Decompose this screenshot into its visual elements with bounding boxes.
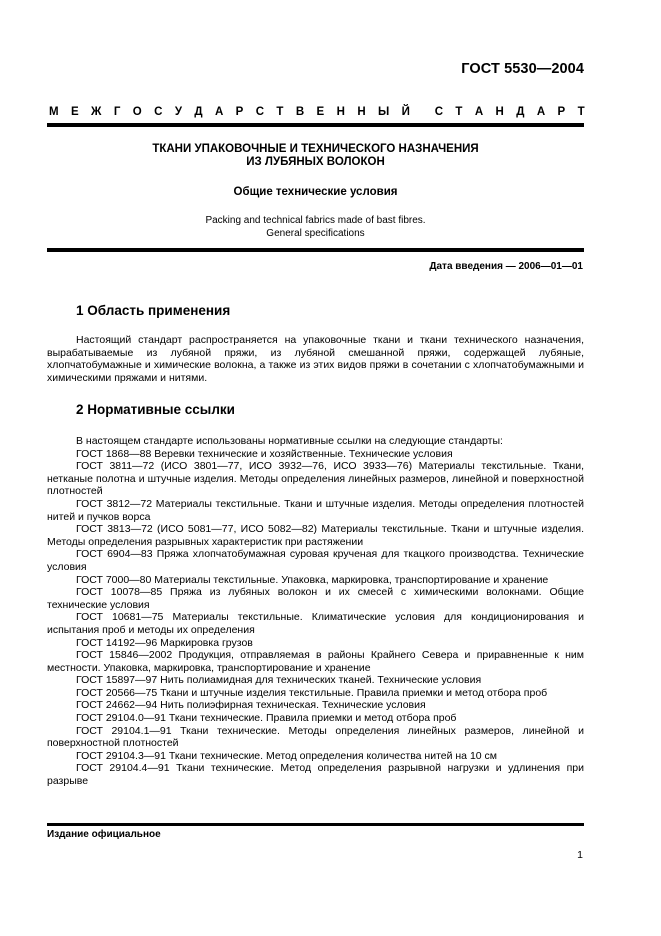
footer-divider — [47, 823, 584, 826]
reference-item: ГОСТ 6904—83 Пряжа хлопчатобумажная суровая крученая для ткацкого производства. Технические условия — [47, 548, 584, 573]
reference-item: ГОСТ 10078—85 Пряжа из лубяных волокон и их смесей с химическими волокнами. Общие технические условия — [47, 586, 584, 611]
normative-references-list — [47, 435, 584, 788]
reference-item: ГОСТ 29104.3—91 Ткани технические. Метод определения количества нитей на 10 см — [76, 749, 498, 762]
banner-letter: Р — [557, 106, 566, 118]
reference-item: ГОСТ 29104.1—91 Ткани технические. Методы определения линейных размеров, линейной и поверхностной плотностей — [47, 724, 584, 750]
header-divider — [47, 123, 584, 127]
banner-letter: А — [536, 106, 546, 118]
banner-letter: Д — [194, 106, 203, 118]
official-edition-note: Издание официальное — [47, 829, 161, 840]
banner-letter: А — [474, 106, 484, 118]
reference-item: ГОСТ 20566—75 Ткани и штучные изделия текстильные. Правила приемки и метод отбора проб — [76, 686, 548, 699]
scope-paragraph — [47, 334, 584, 384]
reference-item: ГОСТ 14192—96 Маркировка грузов — [76, 636, 253, 649]
english-title-line-2: General specifications — [266, 227, 365, 239]
banner-letter: Н — [495, 106, 504, 118]
document-code: ГОСТ 5530—2004 — [461, 61, 584, 77]
document-title-line-1: ТКАНИ УПАКОВОЧНЫЕ И ТЕХНИЧЕСКОГО НАЗНАЧЕНИЯ — [152, 143, 479, 155]
section-heading-normative-references: 2 Нормативные ссылки — [76, 402, 235, 417]
banner-letter: Т — [577, 106, 585, 118]
reference-item: ГОСТ 1868—88 Веревки технические и хозяйственные. Технические условия — [76, 447, 453, 460]
banner-letter: Й — [401, 106, 410, 118]
banner-letter: Р — [235, 106, 244, 118]
scope-text: Настоящий стандарт распространяется на упаковочные ткани и ткани технического назначения, вырабатываемые из лубяной пряжи, из лубяной смешанной пряжи, содержащей лубяные, хлопчатобумажные и химические волокна, а также из этих видов пряжи в сочетании с хлопчатобумажными и химическими пряжами и нитями. — [47, 334, 584, 384]
banner-letter: Г — [113, 106, 121, 118]
english-title-line-1: Packing and technical fabrics made of bast fibres. — [205, 215, 426, 226]
reference-item: ГОСТ 24662—94 Нить полиэфирная техническая. Технические условия — [76, 699, 426, 712]
reference-item: ГОСТ 15897—97 Нить полиамидная для технических тканей. Технические условия — [76, 674, 482, 687]
reference-item: ГОСТ 3813—72 (ИСО 5081—77, ИСО 5082—82) Материалы текстильные. Ткани и штучные изделия. Методы определения разрывных характеристик при растяжении — [47, 523, 584, 548]
page-number: 1 — [577, 849, 583, 861]
banner-letter: Т — [276, 106, 284, 118]
banner-letter: Ы — [378, 106, 390, 118]
banner-letter: Н — [336, 106, 345, 118]
reference-item: ГОСТ 7000—80 Материалы текстильные. Упаковка, маркировка, транспортирование и хранение — [76, 573, 549, 586]
reference-item: ГОСТ 3812—72 Материалы текстильные. Ткани и штучные изделия. Методы определения плотностей нитей и пучков ворса — [47, 497, 584, 523]
banner-letter: У — [174, 106, 182, 118]
banner-letter: Е — [316, 106, 325, 118]
title-divider — [47, 248, 584, 252]
references-intro: В настоящем стандарте использованы нормативные ссылки на следующие стандарты: — [76, 435, 503, 447]
reference-item: ГОСТ 3811—72 (ИСО 3801—77, ИСО 3932—76, ИСО 3933—76) Материалы текстильные. Ткани, нетканые полотна и штучные изделия. Методы определения линейных размеров, линейной и поверхностной плотностей — [47, 460, 584, 498]
banner-letter: Н — [357, 106, 366, 118]
reference-item: ГОСТ 29104.0—91 Ткани технические. Правила приемки и метод отбора проб — [76, 712, 457, 725]
banner-letter: С — [434, 106, 444, 118]
document-title-line-2: ИЗ ЛУБЯНЫХ ВОЛОКОН — [246, 156, 385, 168]
date-introduced: Дата введения — 2006—01—01 — [429, 261, 583, 272]
banner-letter: А — [214, 106, 224, 118]
document-subtitle: Общие технические условия — [233, 186, 398, 198]
banner-letter: С — [255, 106, 265, 118]
banner-letter: В — [295, 106, 305, 118]
banner-letter: М — [49, 106, 59, 118]
interstate-standard-banner — [49, 106, 585, 118]
reference-item: ГОСТ 15846—2002 Продукция, отправляемая в районы Крайнего Севера и приравненные к ним местности. Упаковка, маркировка, транспортирование и хранение — [47, 649, 584, 674]
reference-item: ГОСТ 10681—75 Материалы текстильные. Климатические условия для кондиционирования и испытания проб и методы их определения — [47, 611, 584, 636]
banner-letter: О — [132, 106, 142, 118]
banner-letter: Т — [455, 106, 463, 118]
title-block — [47, 143, 584, 240]
banner-letter: Е — [70, 106, 79, 118]
banner-letter: С — [154, 106, 163, 118]
reference-item: ГОСТ 29104.4—91 Ткани технические. Метод определения разрывной нагрузки и удлинения при разрыве — [47, 762, 584, 788]
banner-letter: Ж — [91, 106, 102, 118]
banner-letter: Д — [516, 106, 525, 118]
section-heading-scope: 1 Область применения — [76, 303, 231, 318]
